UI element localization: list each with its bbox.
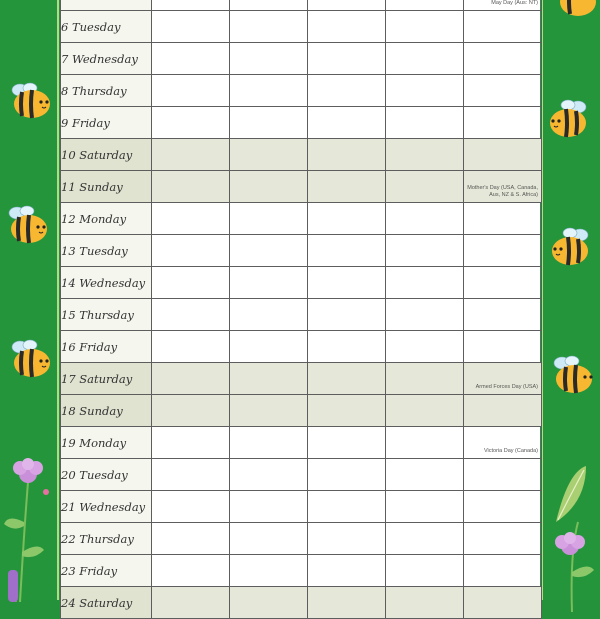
day-label: 13 Tuesday [61, 235, 152, 267]
entry-cell[interactable] [386, 555, 464, 587]
entry-cell[interactable] [308, 395, 386, 427]
day-label: 12 Monday [61, 203, 152, 235]
entry-cell[interactable] [230, 427, 308, 459]
entry-cell[interactable] [152, 523, 230, 555]
entry-cell[interactable] [308, 363, 386, 395]
table-row [61, 427, 542, 459]
entry-cell[interactable] [308, 0, 386, 11]
entry-cell[interactable] [386, 171, 464, 203]
bee-icon [556, 0, 600, 18]
entry-cell[interactable] [152, 0, 230, 11]
bee-icon [8, 338, 54, 378]
entry-cell[interactable] [230, 235, 308, 267]
entry-cell[interactable] [386, 139, 464, 171]
entry-cell[interactable] [386, 267, 464, 299]
entry-cell[interactable] [308, 299, 386, 331]
entry-cell[interactable] [308, 427, 386, 459]
entry-cell[interactable] [308, 555, 386, 587]
entry-cell[interactable] [464, 555, 542, 587]
calendar-grid-body [61, 0, 542, 619]
table-row [61, 395, 542, 427]
entry-cell[interactable] [386, 203, 464, 235]
entry-cell[interactable] [386, 363, 464, 395]
entry-cell[interactable] [230, 267, 308, 299]
entry-cell[interactable] [230, 363, 308, 395]
day-label: 22 Thursday [61, 523, 152, 555]
table-row [61, 203, 542, 235]
entry-cell[interactable] [230, 587, 308, 619]
flower-icon [0, 452, 60, 602]
holiday-note: Victoria Day (Canada) [483, 447, 538, 454]
entry-cell[interactable] [152, 75, 230, 107]
entry-cell[interactable] [386, 299, 464, 331]
entry-cell[interactable] [230, 75, 308, 107]
entry-cell[interactable] [464, 299, 542, 331]
table-row [61, 587, 542, 619]
day-label [61, 0, 152, 11]
day-label: 10 Saturday [61, 139, 152, 171]
day-label: 21 Wednesday [61, 491, 152, 523]
table-row [61, 43, 542, 75]
day-label: 11 Sunday [61, 171, 152, 203]
entry-cell[interactable] [230, 43, 308, 75]
entry-cell[interactable] [386, 43, 464, 75]
entry-cell[interactable] [386, 587, 464, 619]
day-label: 18 Sunday [61, 395, 152, 427]
holiday-note: Mother's Day (USA, Canada, Aus, NZ & S. Africa) [467, 185, 538, 198]
entry-cell[interactable] [386, 523, 464, 555]
entry-cell[interactable] [464, 107, 542, 139]
entry-cell[interactable] [230, 299, 308, 331]
entry-cell[interactable] [308, 235, 386, 267]
table-row [61, 555, 542, 587]
entry-cell[interactable] [464, 203, 542, 235]
leaf-icon [542, 462, 600, 612]
entry-cell[interactable] [152, 235, 230, 267]
entry-cell[interactable] [230, 203, 308, 235]
entry-cell[interactable] [386, 395, 464, 427]
entry-cell[interactable] [308, 203, 386, 235]
table-row [61, 331, 542, 363]
entry-cell[interactable] [308, 11, 386, 43]
entry-cell[interactable] [386, 331, 464, 363]
calendar-sheet [60, 0, 540, 619]
entry-cell[interactable] [230, 331, 308, 363]
table-row [61, 75, 542, 107]
bee-icon [5, 204, 51, 244]
table-row [61, 235, 542, 267]
entry-cell[interactable] [308, 267, 386, 299]
entry-cell[interactable] [308, 43, 386, 75]
entry-cell[interactable] [464, 491, 542, 523]
entry-cell[interactable] [152, 331, 230, 363]
entry-cell[interactable] [230, 171, 308, 203]
entry-cell[interactable] [464, 171, 542, 203]
entry-cell[interactable] [464, 587, 542, 619]
entry-cell[interactable] [230, 11, 308, 43]
entry-cell[interactable] [230, 555, 308, 587]
entry-cell[interactable] [230, 459, 308, 491]
entry-cell[interactable] [152, 459, 230, 491]
entry-cell[interactable] [152, 491, 230, 523]
entry-cell[interactable] [152, 203, 230, 235]
entry-cell[interactable] [464, 331, 542, 363]
entry-cell[interactable] [308, 523, 386, 555]
entry-cell[interactable] [152, 171, 230, 203]
entry-cell[interactable] [386, 459, 464, 491]
entry-cell[interactable] [464, 395, 542, 427]
entry-cell[interactable] [386, 75, 464, 107]
day-label: 9 Friday [61, 107, 152, 139]
entry-cell[interactable] [386, 0, 464, 11]
bee-icon [548, 226, 594, 266]
entry-cell[interactable] [152, 427, 230, 459]
entry-cell[interactable] [464, 427, 542, 459]
entry-cell[interactable] [464, 235, 542, 267]
entry-cell[interactable] [308, 139, 386, 171]
day-label: 23 Friday [61, 555, 152, 587]
bee-icon [550, 354, 596, 394]
day-label: 7 Wednesday [61, 43, 152, 75]
day-label: 14 Wednesday [61, 267, 152, 299]
entry-cell[interactable] [464, 11, 542, 43]
entry-cell[interactable] [464, 459, 542, 491]
table-row [61, 11, 542, 43]
entry-cell[interactable] [308, 107, 386, 139]
entry-cell[interactable] [386, 427, 464, 459]
entry-cell[interactable] [152, 587, 230, 619]
entry-cell[interactable] [230, 395, 308, 427]
table-row [61, 0, 542, 11]
holiday-note: May Day (Aus: NT) [491, 0, 538, 6]
day-label: 20 Tuesday [61, 459, 152, 491]
entry-cell[interactable] [464, 363, 542, 395]
entry-cell[interactable] [152, 267, 230, 299]
entry-cell[interactable] [152, 139, 230, 171]
entry-cell[interactable] [464, 75, 542, 107]
entry-cell[interactable] [152, 395, 230, 427]
entry-cell[interactable] [464, 523, 542, 555]
entry-cell[interactable] [308, 587, 386, 619]
day-label: 6 Tuesday [61, 11, 152, 43]
table-row [61, 491, 542, 523]
entry-cell[interactable] [386, 491, 464, 523]
entry-cell[interactable] [230, 0, 308, 11]
table-row [61, 267, 542, 299]
bee-icon [8, 80, 54, 120]
calendar-grid [60, 0, 542, 619]
bee-icon [546, 98, 592, 138]
entry-cell[interactable] [464, 139, 542, 171]
holiday-note: Armed Forces Day (USA) [475, 383, 538, 390]
entry-cell[interactable] [152, 11, 230, 43]
entry-cell[interactable] [308, 75, 386, 107]
table-row [61, 139, 542, 171]
entry-cell[interactable] [464, 43, 542, 75]
entry-cell[interactable] [230, 523, 308, 555]
entry-cell[interactable] [152, 107, 230, 139]
entry-cell[interactable] [386, 107, 464, 139]
entry-cell[interactable] [230, 107, 308, 139]
entry-cell[interactable] [308, 491, 386, 523]
entry-cell[interactable] [464, 0, 542, 11]
table-row [61, 459, 542, 491]
day-label: 24 Saturday [61, 587, 152, 619]
table-row [61, 363, 542, 395]
entry-cell[interactable] [464, 267, 542, 299]
entry-cell[interactable] [386, 235, 464, 267]
entry-cell[interactable] [152, 555, 230, 587]
day-label: 19 Monday [61, 427, 152, 459]
table-row [61, 171, 542, 203]
table-row [61, 299, 542, 331]
entry-cell[interactable] [386, 11, 464, 43]
entry-cell[interactable] [308, 459, 386, 491]
table-row [61, 107, 542, 139]
entry-cell[interactable] [152, 363, 230, 395]
day-label: 16 Friday [61, 331, 152, 363]
entry-cell[interactable] [308, 331, 386, 363]
entry-cell[interactable] [230, 139, 308, 171]
table-row [61, 523, 542, 555]
entry-cell[interactable] [308, 171, 386, 203]
day-label: 17 Saturday [61, 363, 152, 395]
entry-cell[interactable] [152, 43, 230, 75]
day-label: 8 Thursday [61, 75, 152, 107]
day-label: 15 Thursday [61, 299, 152, 331]
entry-cell[interactable] [152, 299, 230, 331]
entry-cell[interactable] [230, 491, 308, 523]
